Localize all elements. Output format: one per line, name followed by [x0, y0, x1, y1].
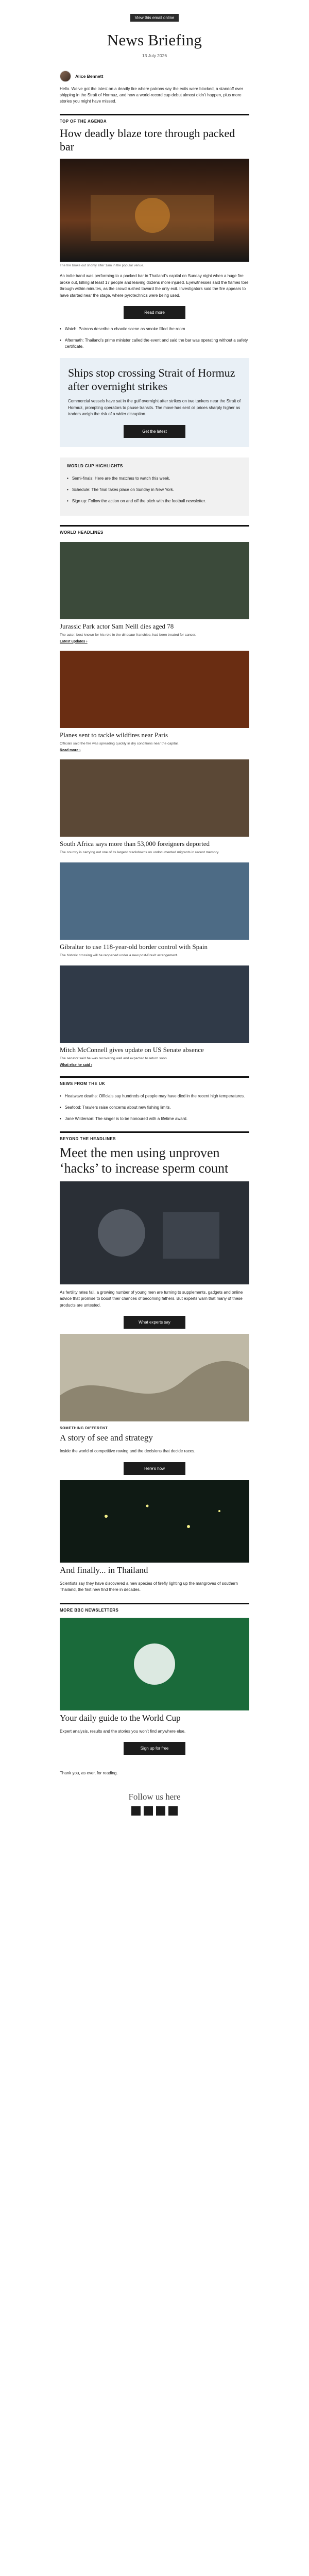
world-card-title[interactable]: South Africa says more than 53,000 foreigners deported — [60, 839, 210, 848]
list-item: • Schedule: The final takes place on Sunday in New York. — [67, 487, 175, 492]
world-card-title[interactable]: Gibraltar to use 118-year-old border control with Spain — [60, 942, 208, 951]
social-links — [60, 1806, 249, 1816]
x-icon[interactable] — [144, 1806, 153, 1816]
read-more-button[interactable]: Read more — [124, 306, 185, 319]
something-body: Inside the world of competitive rowing and the decisions that decide races. — [60, 1449, 196, 1453]
list-item: • Aftermath: Thailand’s prime minister called the event and said the bar was operating without a safety certificate. — [60, 338, 248, 349]
list-item: • Sign up: Follow the action on and off the pitch with the football newsletter. — [67, 498, 206, 503]
world-card[interactable] — [60, 759, 249, 855]
beyond-body: As fertility rates fall, a growing number of young men are turning to supplements, gadgets and online advice that promise to boost their chances of becoming fathers. But experts warn that many of these products are untested. — [60, 1290, 243, 1308]
newsletter-date: 13 July 2026 — [142, 53, 167, 58]
author-row — [60, 71, 249, 82]
view-online-link[interactable]: View this email online — [130, 14, 179, 22]
world-cup-highlights — [60, 457, 249, 516]
thanks-text: Thank you, as ever, for reading. — [60, 1771, 118, 1775]
world-card-desc: The historic crossing will be reopened under a new post-Brexit arrangement. — [60, 953, 178, 957]
follow-label: Follow us here — [128, 1791, 181, 1802]
uk-news-label: NEWS FROM THE UK — [60, 1076, 249, 1086]
top-photo-caption: The fire broke out shortly after 1am in the popular venue. — [60, 264, 144, 267]
top-story-photo[interactable] — [60, 159, 249, 262]
world-card-photo[interactable] — [60, 542, 249, 619]
top-bullets — [60, 326, 249, 350]
list-item: • Watch: Patrons describe a chaotic scene as smoke filled the room — [60, 327, 185, 331]
beyond-photo[interactable] — [60, 1181, 249, 1284]
something-label: SOMETHING DIFFERENT — [60, 1427, 108, 1430]
top-headline[interactable]: How deadly blaze tore through packed bar — [60, 127, 235, 153]
beyond-label: BEYOND THE HEADLINES — [60, 1131, 249, 1141]
sign-up-button[interactable]: Sign up for free — [124, 1742, 185, 1755]
intro-text: Hello. We’ve got the latest on a deadly fire where patrons say the exits were blocked, a standoff over shipping in the Strait of Hormuz, and how a world-record cup debut almost didn’t happen, plus more stories you might have missed. — [60, 87, 243, 104]
something-headline[interactable]: A story of see and strategy — [60, 1433, 153, 1443]
list-item: • Semi-finals: Here are the matches to watch this week. — [67, 476, 170, 481]
world-card-link[interactable]: Read more › — [60, 748, 81, 752]
newsletter-body: Expert analysis, results and the stories you won’t find anywhere else. — [60, 1728, 186, 1734]
finally-headline[interactable]: And finally... in Thailand — [60, 1565, 148, 1575]
world-card[interactable] — [60, 651, 249, 752]
hormuz-headline[interactable]: Ships stop crossing Strait of Hormuz after overnight strikes — [68, 366, 235, 393]
top-agenda-label: TOP OF THE AGENDA — [60, 114, 249, 124]
something-photo[interactable] — [60, 1334, 249, 1421]
hormuz-callout — [60, 358, 249, 447]
get-latest-button[interactable]: Get the latest — [124, 425, 185, 438]
author-name: Alice Bennett — [75, 74, 104, 79]
list-item: • Heatwave deaths: Officials say hundreds of people may have died in the recent high temperatures. — [60, 1093, 245, 1098]
newsletter-headline[interactable]: Your daily guide to the World Cup — [60, 1713, 181, 1723]
world-card-desc: The actor, best known for his role in the dinosaur franchise, had been treated for cancer. — [60, 633, 196, 637]
facebook-icon[interactable] — [131, 1806, 141, 1816]
masthead — [60, 22, 249, 58]
newsletters-label: MORE BBC NEWSLETTERS — [60, 1603, 249, 1613]
hormuz-body: Commercial vessels have sat in the gulf overnight after strikes on two tankers near the Strait of Hormuz, prompting operators to pause transits. The move has sent oil prices sharply higher as traders weigh the risk of a wider disruption. — [68, 399, 241, 416]
world-card-photo[interactable] — [60, 759, 249, 837]
world-headlines-label: WORLD HEADLINES — [60, 525, 249, 535]
linkedin-icon[interactable] — [156, 1806, 165, 1816]
top-body: An indie band was performing to a packed bar in Thailand’s capital on Sunday night when a huge fire broke out, killing at least 17 people and leaving dozens more injured. Eyewitnesses said the flames tore through within minutes, as the crowd rushed toward the only exit. Investigators said the fire appears to have started near the stage, where pyrotechnics were being used. — [60, 274, 249, 298]
topbar — [60, 0, 249, 22]
world-card[interactable] — [60, 542, 249, 643]
list-item: • Seafood: Trawlers raise concerns about new fishing limits. — [60, 1105, 171, 1110]
instagram-icon[interactable] — [168, 1806, 178, 1816]
world-card-desc: The senator said he was recovering well and expected to return soon. — [60, 1056, 168, 1060]
what-experts-say-button[interactable]: What experts say — [124, 1316, 185, 1329]
world-card-photo[interactable] — [60, 862, 249, 940]
world-card-link[interactable]: Latest updates › — [60, 639, 88, 643]
world-card-link[interactable]: What else he said › — [60, 1063, 93, 1067]
world-card[interactable] — [60, 862, 249, 958]
world-card-desc: The country is carrying out one of its largest crackdowns on undocumented migrants in recent memory. — [60, 850, 219, 854]
avatar — [60, 71, 71, 82]
finally-body: Scientists say they have discovered a new species of firefly lighting up the mangroves of southern Thailand, the first new find there in decades. — [60, 1581, 238, 1592]
finally-photo[interactable] — [60, 1480, 249, 1563]
world-card-title[interactable]: Planes sent to tackle wildfires near Paris — [60, 731, 168, 739]
world-card-photo[interactable] — [60, 651, 249, 728]
world-cards — [60, 542, 249, 1067]
world-card-photo[interactable] — [60, 965, 249, 1043]
newsletter-photo[interactable] — [60, 1618, 249, 1710]
heres-how-button[interactable]: Here’s how — [124, 1462, 185, 1475]
beyond-headline[interactable]: Meet the men using unproven ‘hacks’ to increase sperm count — [60, 1145, 229, 1176]
world-card[interactable] — [60, 965, 249, 1067]
footer — [60, 1791, 249, 1816]
list-item: • Jane Wilderson: The singer is to be honoured with a lifetime award. — [60, 1116, 188, 1121]
newsletter-title: News Briefing — [107, 31, 202, 49]
highlights-label: WORLD CUP HIGHLIGHTS — [67, 463, 123, 468]
world-card-title[interactable]: Mitch McConnell gives update on US Senate absence — [60, 1045, 204, 1054]
world-card-title[interactable]: Jurassic Park actor Sam Neill dies aged 78 — [60, 622, 174, 630]
world-card-desc: Officials said the fire was spreading quickly in dry conditions near the capital. — [60, 741, 179, 745]
